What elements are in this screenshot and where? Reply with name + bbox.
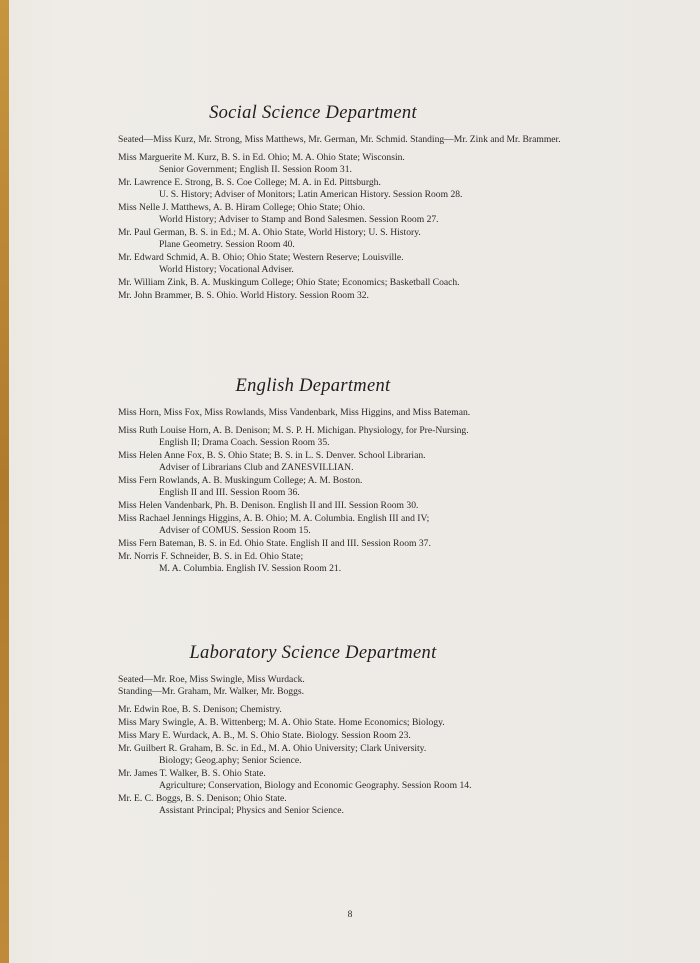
department-title: Laboratory Science Department (189, 643, 437, 663)
laboratory-science-section (118, 643, 588, 818)
faculty-entry (118, 152, 588, 176)
faculty-assignment: World History; Vocational Adviser. (159, 264, 294, 275)
faculty-entry (118, 290, 588, 302)
faculty-entry (118, 768, 588, 792)
faculty-credentials: Mr. James T. Walker, B. S. Ohio State. (118, 768, 266, 779)
department-title: English Department (235, 376, 391, 396)
faculty-assignment: World History; Adviser to Stamp and Bond Salesmen. Session Room 27. (159, 214, 439, 225)
faculty-entry (118, 717, 588, 729)
faculty-entry (118, 450, 588, 474)
faculty-credentials: Mr. Lawrence E. Strong, B. S. Coe College; M. A. in Ed. Pittsburgh. (118, 177, 381, 188)
department-title: Social Science Department (209, 103, 417, 123)
faculty-assignment: Biology; Geog.aphy; Senior Science. (159, 755, 302, 766)
faculty-assignment: Agriculture; Conservation, Biology and Economic Geography. Session Room 14. (159, 780, 472, 791)
faculty-credentials: Mr. E. C. Boggs, B. S. Denison; Ohio State. (118, 793, 287, 804)
faculty-entry (118, 538, 588, 550)
faculty-assignment: Assistant Principal; Physics and Senior Science. (159, 805, 344, 816)
faculty-entry (118, 202, 588, 226)
faculty-assignment: M. A. Columbia. English IV. Session Room 21. (159, 563, 342, 574)
faculty-entry (118, 475, 588, 499)
faculty-credentials: Miss Ruth Louise Horn, A. B. Denison; M. S. P. H. Michigan. Physiology, for Pre-Nursing. (118, 425, 469, 436)
photo-caption: Seated—Miss Kurz, Mr. Strong, Miss Matthews, Mr. German, Mr. Schmid. Standing—Mr. Zink and Mr. Brammer. (118, 134, 561, 145)
faculty-credentials: Miss Helen Vandenbark, Ph. B. Denison. English II and III. Session Room 30. (118, 500, 419, 511)
page-number: 8 (347, 910, 353, 920)
faculty-entry (118, 513, 588, 537)
faculty-credentials: Miss Mary E. Wurdack, A. B., M. S. Ohio State. Biology. Session Room 23. (118, 730, 411, 741)
faculty-credentials: Mr. Norris F. Schneider, B. S. in Ed. Ohio State; (118, 551, 304, 562)
faculty-entry (118, 743, 588, 767)
faculty-assignment: English II; Drama Coach. Session Room 35. (159, 437, 330, 448)
faculty-entry (118, 500, 588, 512)
faculty-assignment: Adviser of Librarians Club and ZANESVILLIAN. (159, 462, 354, 473)
faculty-credentials: Mr. John Brammer, B. S. Ohio. World History. Session Room 32. (118, 290, 369, 301)
photo-caption: Seated—Mr. Roe, Miss Swingle, Miss Wurdack. Standing—Mr. Graham, Mr. Walker, Mr. Boggs. (118, 674, 305, 697)
faculty-credentials: Mr. Edward Schmid, A. B. Ohio; Ohio State; Western Reserve; Louisville. (118, 252, 404, 263)
faculty-entry (118, 704, 588, 716)
faculty-credentials: Miss Helen Anne Fox, B. S. Ohio State; B. S. in L. S. Denver. School Librarian. (118, 450, 426, 461)
faculty-entry (118, 277, 588, 289)
faculty-entry (118, 551, 588, 575)
faculty-entry (118, 793, 588, 817)
faculty-credentials: Miss Fern Rowlands, A. B. Muskingum College; A. M. Boston. (118, 475, 363, 486)
faculty-assignment: Senior Government; English II. Session Room 31. (159, 164, 352, 175)
social-science-section (118, 103, 588, 303)
faculty-assignment: Adviser of COMUS. Session Room 15. (159, 525, 311, 536)
page-binding-edge (0, 0, 9, 963)
faculty-credentials: Miss Rachael Jennings Higgins, A. B. Ohio; M. A. Columbia. English III and IV; (118, 513, 430, 524)
faculty-credentials: Miss Marguerite M. Kurz, B. S. in Ed. Ohio; M. A. Ohio State; Wisconsin. (118, 152, 405, 163)
faculty-credentials: Mr. Guilbert R. Graham, B. Sc. in Ed., M. A. Ohio University; Clark University. (118, 743, 427, 754)
faculty-assignment: U. S. History; Adviser of Monitors; Latin American History. Session Room 28. (159, 189, 463, 200)
faculty-credentials: Miss Fern Bateman, B. S. in Ed. Ohio State. English II and III. Session Room 37. (118, 538, 431, 549)
faculty-entry (118, 425, 588, 449)
faculty-assignment: English II and III. Session Room 36. (159, 487, 300, 498)
faculty-credentials: Mr. William Zink, B. A. Muskingum College; Ohio State; Economics; Basketball Coach. (118, 277, 460, 288)
faculty-entry (118, 177, 588, 201)
faculty-credentials: Mr. Edwin Roe, B. S. Denison; Chemistry. (118, 704, 282, 715)
faculty-credentials: Miss Mary Swingle, A. B. Wittenberg; M. A. Ohio State. Home Economics; Biology. (118, 717, 445, 728)
faculty-credentials: Miss Nelle J. Matthews, A. B. Hiram College; Ohio State; Ohio. (118, 202, 366, 213)
faculty-entry (118, 252, 588, 276)
english-section (118, 376, 588, 576)
photo-caption: Miss Horn, Miss Fox, Miss Rowlands, Miss Vandenbark, Miss Higgins, and Miss Bateman. (118, 407, 471, 418)
faculty-entry (118, 227, 588, 251)
faculty-assignment: Plane Geometry. Session Room 40. (159, 239, 295, 250)
faculty-credentials: Mr. Paul German, B. S. in Ed.; M. A. Ohio State, World History; U. S. History. (118, 227, 421, 238)
faculty-entry (118, 730, 588, 742)
